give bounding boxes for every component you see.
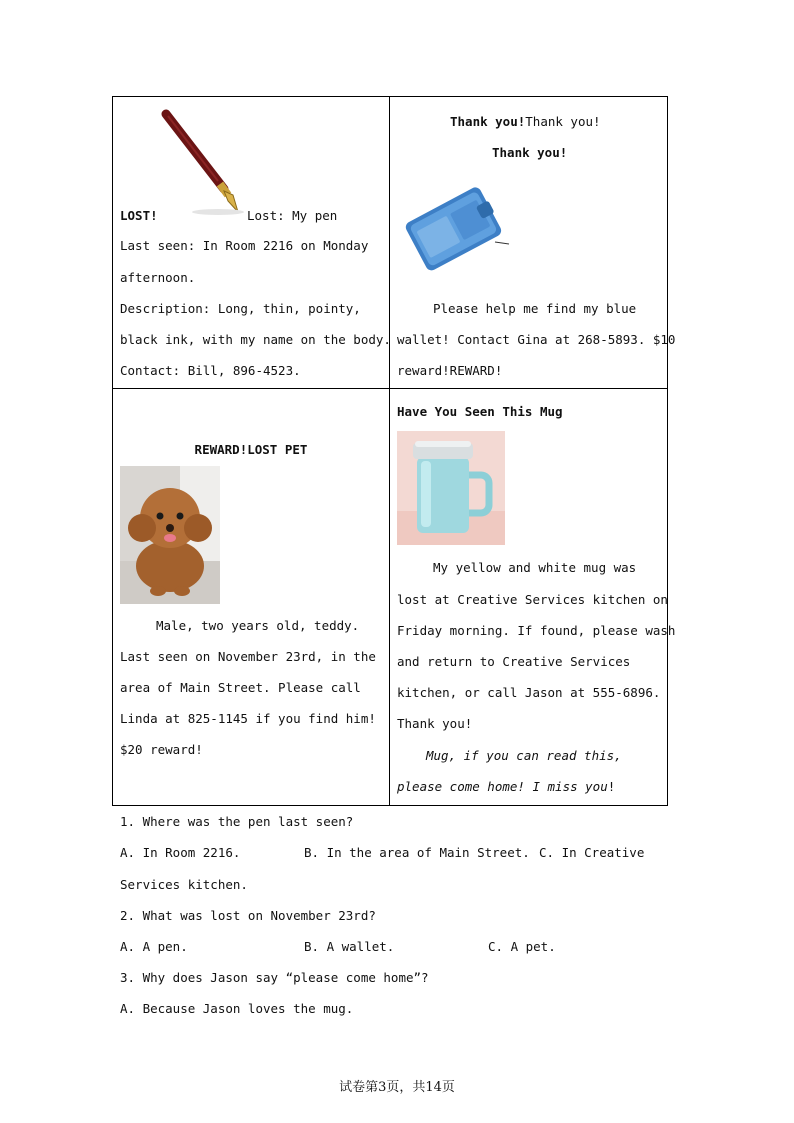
pen-line: Last seen: In Room 2216 on Monday [120, 238, 369, 253]
pen-line: Description: Long, thin, pointy, [120, 301, 361, 316]
pet-line: $20 reward! [120, 742, 203, 757]
wallet-card [390, 97, 676, 389]
question-1-option-b: B. In the area of Main Street. [304, 845, 530, 860]
mug-italic-line [397, 779, 615, 794]
wallet-line: reward!REWARD! [397, 363, 503, 378]
wallet-line: Please help me find my blue [433, 301, 637, 316]
thank-you-bold: Thank you! [450, 114, 526, 129]
mug-line: My yellow and white mug was [433, 560, 637, 575]
question-3-option-a: A. Because Jason loves the mug. [120, 1001, 354, 1016]
mug-line: lost at Creative Services kitchen on [397, 592, 668, 607]
pet-line: Male, two years old, teddy. [156, 618, 360, 633]
teddy-dog-photo [120, 466, 220, 604]
mug-line: Thank you! [397, 716, 473, 731]
mug-card [390, 389, 676, 806]
pet-title: REWARD!LOST PET [194, 442, 308, 457]
pet-line: Last seen on November 23rd, in the [120, 649, 376, 664]
mug-title: Have You Seen This Mug [397, 404, 563, 419]
pet-line: area of Main Street. Please call [120, 680, 361, 695]
question-1-option-c: C. In Creative [539, 845, 645, 860]
mug-line: Friday morning. If found, please wash [397, 623, 676, 638]
question-2-stem: 2. What was lost on November 23rd? [120, 908, 376, 923]
question-2-option-c: C. A pet. [488, 939, 556, 954]
lost-label: LOST! [120, 208, 158, 223]
pen-line: afternoon. [120, 270, 196, 285]
lost-pen-card [113, 97, 390, 389]
thank-you-bold-2: Thank you! [492, 145, 568, 160]
lost-pet-card [113, 389, 390, 806]
thank-you-plain: Thank you! [525, 114, 601, 129]
thank-you-line [450, 114, 601, 129]
mug-line: and return to Creative Services [397, 654, 631, 669]
question-1-stem: 1. Where was the pen last seen? [120, 814, 354, 829]
notice-grid [112, 96, 676, 806]
mug-italic-end: ! [607, 779, 616, 794]
fountain-pen-icon [158, 109, 248, 219]
pet-line: Linda at 825-1145 if you find him! [120, 711, 376, 726]
lost-title: Lost: My pen [247, 208, 338, 223]
question-2-option-a: A. A pen. [120, 939, 188, 954]
mug-italic-line: Mug, if you can read this, [426, 748, 622, 763]
wallet-line: wallet! Contact Gina at 268-5893. $10 [397, 332, 676, 347]
blue-mug-photo [397, 431, 505, 545]
blue-wallet-image [397, 172, 515, 280]
question-1-option-a: A. In Room 2216. [120, 845, 241, 860]
mug-italic-text: please come home! I miss you [397, 779, 608, 794]
pen-line: Contact: Bill, 896-4523. [120, 363, 301, 378]
pen-line: black ink, with my name on the body. [120, 332, 391, 347]
mug-line: kitchen, or call Jason at 555-6896. [397, 685, 661, 700]
question-3-stem: 3. Why does Jason say “please come home”? [120, 970, 429, 985]
question-2-option-b: B. A wallet. [304, 939, 395, 954]
page-footer: 试卷第3页，共14页 [339, 1080, 455, 1095]
question-1-option-c-cont: Services kitchen. [120, 877, 248, 892]
